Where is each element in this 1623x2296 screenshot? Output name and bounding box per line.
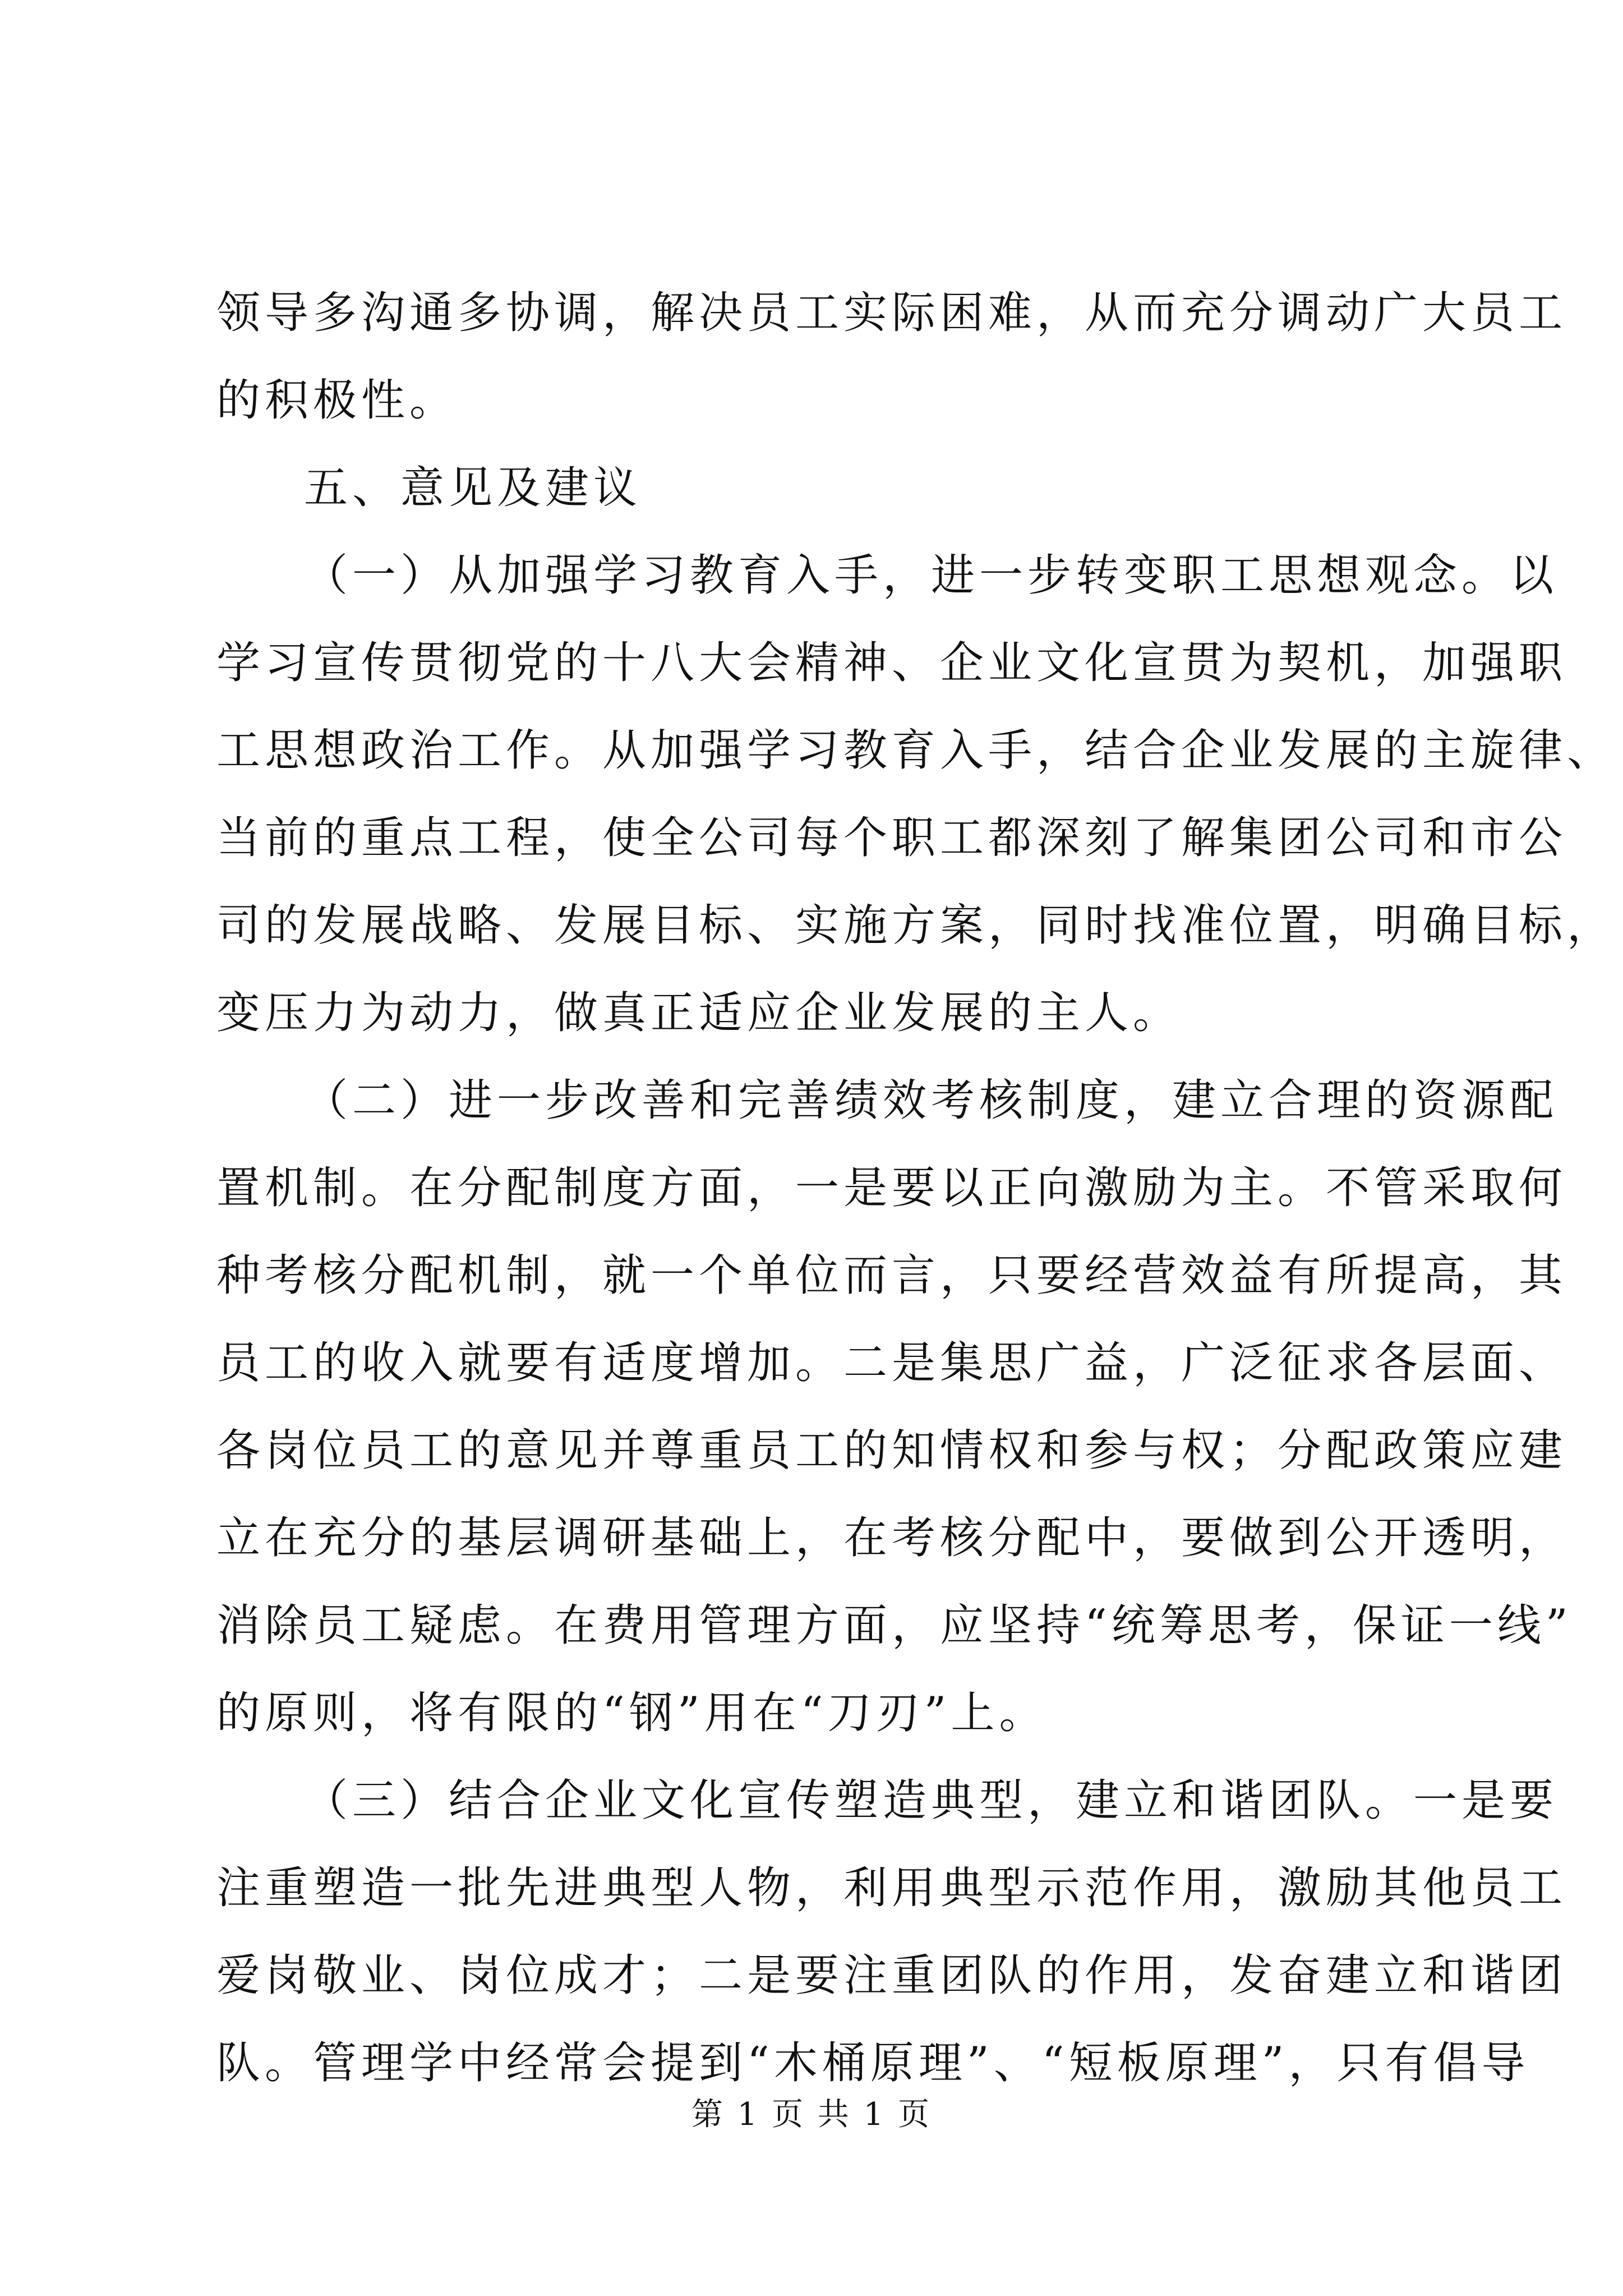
paragraph-line: 各岗位员工的意见并尊重员工的知情权和参与权；分配政策应建 (216, 1425, 1567, 1476)
paragraph-line: 种考核分配机制，就一个单位而言，只要经营效益有所提高，其 (216, 1250, 1567, 1301)
paragraph-line: 工思想政治工作。从加强学习教育入手，结合企业发展的主旋律、 (216, 725, 1616, 776)
paragraph-line: 置机制。在分配制度方面，一是要以正向激励为主。不管采取何 (216, 1163, 1567, 1213)
paragraph-line: 消除员工疑虑。在费用管理方面，应坚持“统筹思考，保证一线” (216, 1600, 1573, 1651)
body-text (216, 269, 1616, 2107)
paragraph-line: 爱岗敬业、岗位成才；二是要注重团队的作用，发奋建立和谐团 (216, 1950, 1567, 2001)
section-heading: 五、意见及建议 (304, 463, 642, 513)
paragraph-line: 变压力为动力，做真正适应企业发展的主人。 (216, 988, 1182, 1038)
paragraph-line: 当前的重点工程，使全公司每个职工都深刻了解集团公司和市公 (216, 813, 1567, 863)
paragraph-line: 队。管理学中经常会提到“木桶原理”、“短板原理”，只有倡导 (216, 2038, 1530, 2088)
paragraph-line: 领导多沟通多协调，解决员工实际困难，从而充分调动广大员工 (216, 288, 1567, 338)
paragraph-line: 学习宣传贯彻党的十八大会精神、企业文化宣贯为契机，加强职 (216, 638, 1567, 688)
paragraph-line: （一）从加强学习教育入手，进一步转变职工思想观念。以 (304, 550, 1559, 601)
paragraph-line: 司的发展战略、发展目标、实施方案，同时找准位置，明确目标， (216, 900, 1616, 951)
paragraph-line: （三）结合企业文化宣传塑造典型，建立和谐团队。一是要 (304, 1775, 1559, 1826)
paragraph-line: （二）进一步改善和完善绩效考核制度，建立合理的资源配 (304, 1075, 1559, 1126)
page-number-footer: 第 1 页 共 1 页 (691, 2096, 932, 2133)
paragraph-line: 员工的收入就要有适度增加。二是集思广益，广泛征求各层面、 (216, 1338, 1567, 1388)
paragraph-line: 的原则，将有限的“钢”用在“刀刃”上。 (216, 1688, 1048, 1738)
paragraph-line: 立在充分的基层调研基础上，在考核分配中，要做到公开透明， (216, 1513, 1567, 1563)
paragraph-line: 注重塑造一批先进典型人物，利用典型示范作用，激励其他员工 (216, 1863, 1567, 1913)
paragraph-line: 的积极性。 (216, 375, 458, 426)
